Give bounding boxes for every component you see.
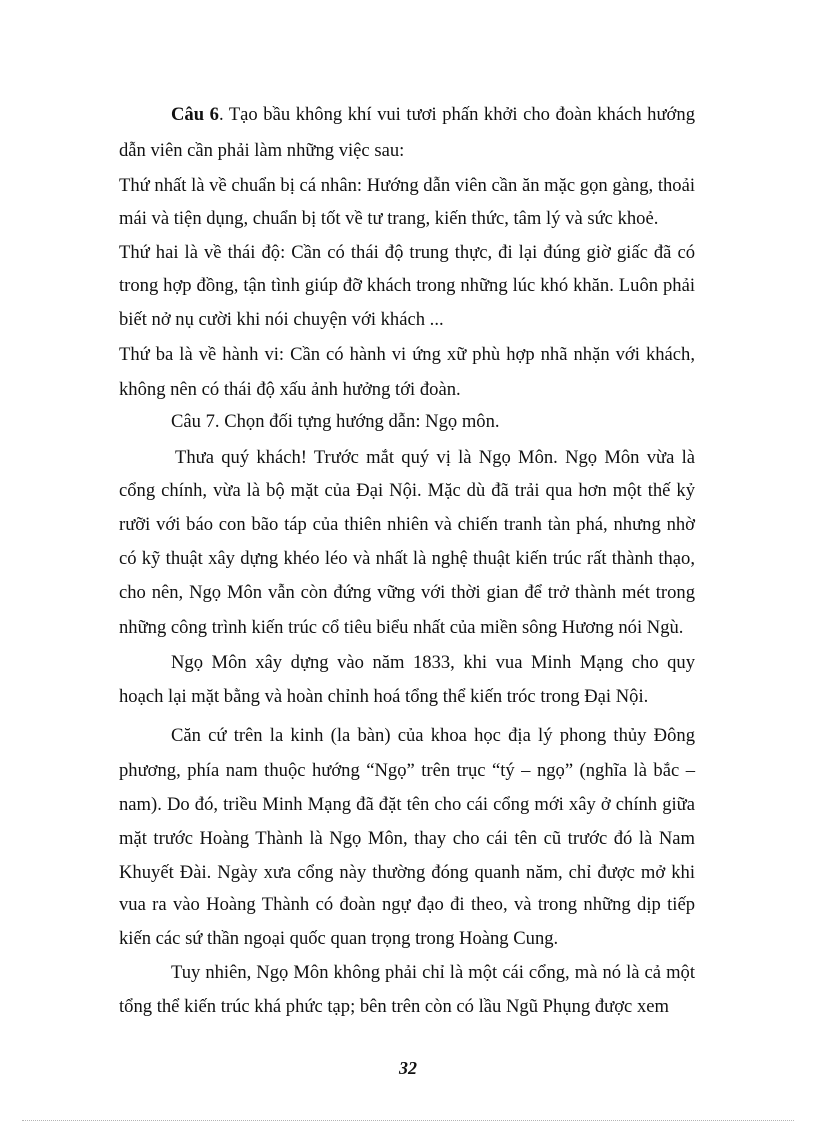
cau7-line bbox=[171, 410, 500, 434]
para1-line-1: Thưa quý khách! Trước mắt quý vị là Ngọ Môn. Ngọ Môn vừa là bbox=[175, 447, 695, 468]
para3-line-2: phương, phía nam thuộc hướng “Ngọ” trên trục “tý – ngọ” (nghĩa là bắc – bbox=[119, 760, 695, 781]
para2-line-2: hoạch lại mặt bằng và hoàn chỉnh hoá tổng thể kiến tróc trong Đại Nội. bbox=[119, 686, 649, 707]
cau6-text: . Tạo bầu không khí vui tươi phấn khởi cho đoàn khách hướng bbox=[218, 104, 695, 125]
point-3-line-1: Thứ ba là về hành vi: Cần có hành vi ứng xữ phù hợp nhã nhặn với khách, bbox=[119, 344, 695, 365]
cau6-line-1 bbox=[171, 103, 695, 127]
para1-line-5: cho nên, Ngọ Môn vẫn còn đứng vững với thời gian để trở thành mét trong bbox=[119, 582, 695, 603]
para1-line-4: có kỹ thuật xây dựng khéo léo và nhất là nghệ thuật kiến trúc rất thành thạo, bbox=[119, 548, 695, 569]
para3-line-3: nam). Do đó, triều Minh Mạng đã đặt tên cho cái cổng mới xây ở chính giữa bbox=[119, 794, 695, 815]
point-2-line-1: Thứ hai là về thái độ: Cần có thái độ trung thực, đi lại đúng giờ giấc đã có bbox=[119, 242, 695, 263]
point-2-line-2: trong hợp đồng, tận tình giúp đỡ khách trong những lúc khó khăn. Luôn phải bbox=[119, 275, 695, 296]
para4-line-2: tổng thể kiến trúc khá phức tạp; bên trên còn có lầu Ngũ Phụng được xem bbox=[119, 996, 669, 1017]
point-1-line-2: mái và tiện dụng, chuẩn bị tốt về tư trang, kiến thức, tâm lý và sức khoẻ. bbox=[119, 208, 659, 229]
page-bottom-divider bbox=[22, 1120, 794, 1121]
cau7-text: . Chọn đối tựng hướng dẫn: Ngọ môn. bbox=[214, 411, 500, 432]
para2-line-1: Ngọ Môn xây dựng vào năm 1833, khi vua Minh Mạng cho quy bbox=[171, 652, 695, 673]
point-3-line-2: không nên có thái độ xấu ảnh hưởng tới đoàn. bbox=[119, 379, 461, 400]
para1-line-2: cổng chính, vừa là bộ mặt của Đại Nội. Mặc dù đã trải qua hơn một thế kỷ bbox=[119, 480, 695, 501]
cau6-line-2: dẫn viên cần phải làm những việc sau: bbox=[119, 140, 405, 161]
para3-line-7: kiến các sứ thần ngoại quốc quan trọng trong Hoàng Cung. bbox=[119, 928, 559, 949]
para3-line-4: mặt trước Hoàng Thành là Ngọ Môn, thay cho cái tên cũ trước đó là Nam bbox=[119, 828, 695, 849]
cau6-label: Câu 6 bbox=[171, 104, 219, 125]
para1-line-6: những công trình kiến trúc cổ tiêu biểu nhất của miền sông Hương nói Ngù. bbox=[119, 617, 684, 638]
point-2-line-3: biết nở nụ cười khi nói chuyện với khách ... bbox=[119, 309, 444, 330]
para3-line-5: Khuyết Đài. Ngày xưa cổng này thường đóng quanh năm, chỉ được mở khi bbox=[119, 862, 695, 883]
para3-line-6: vua ra vào Hoàng Thành có đoàn ngự đạo đi theo, và trong những dịp tiếp bbox=[119, 894, 695, 915]
point-1-line-1: Thứ nhất là về chuẩn bị cá nhân: Hướng dẫn viên cần ăn mặc gọn gàng, thoải bbox=[119, 175, 695, 196]
para3-line-1: Căn cứ trên la kinh (la bàn) của khoa học địa lý phong thủy Đông bbox=[171, 725, 695, 746]
page-number: 32 bbox=[399, 1058, 417, 1078]
para1-line-3: rưỡi với báo con bão táp của thiên nhiên và chiến tranh tàn phá, nhưng nhờ bbox=[119, 514, 695, 535]
cau7-label: Câu 7 bbox=[171, 411, 215, 432]
para4-line-1: Tuy nhiên, Ngọ Môn không phải chỉ là một cái cổng, mà nó là cả một bbox=[171, 962, 695, 983]
